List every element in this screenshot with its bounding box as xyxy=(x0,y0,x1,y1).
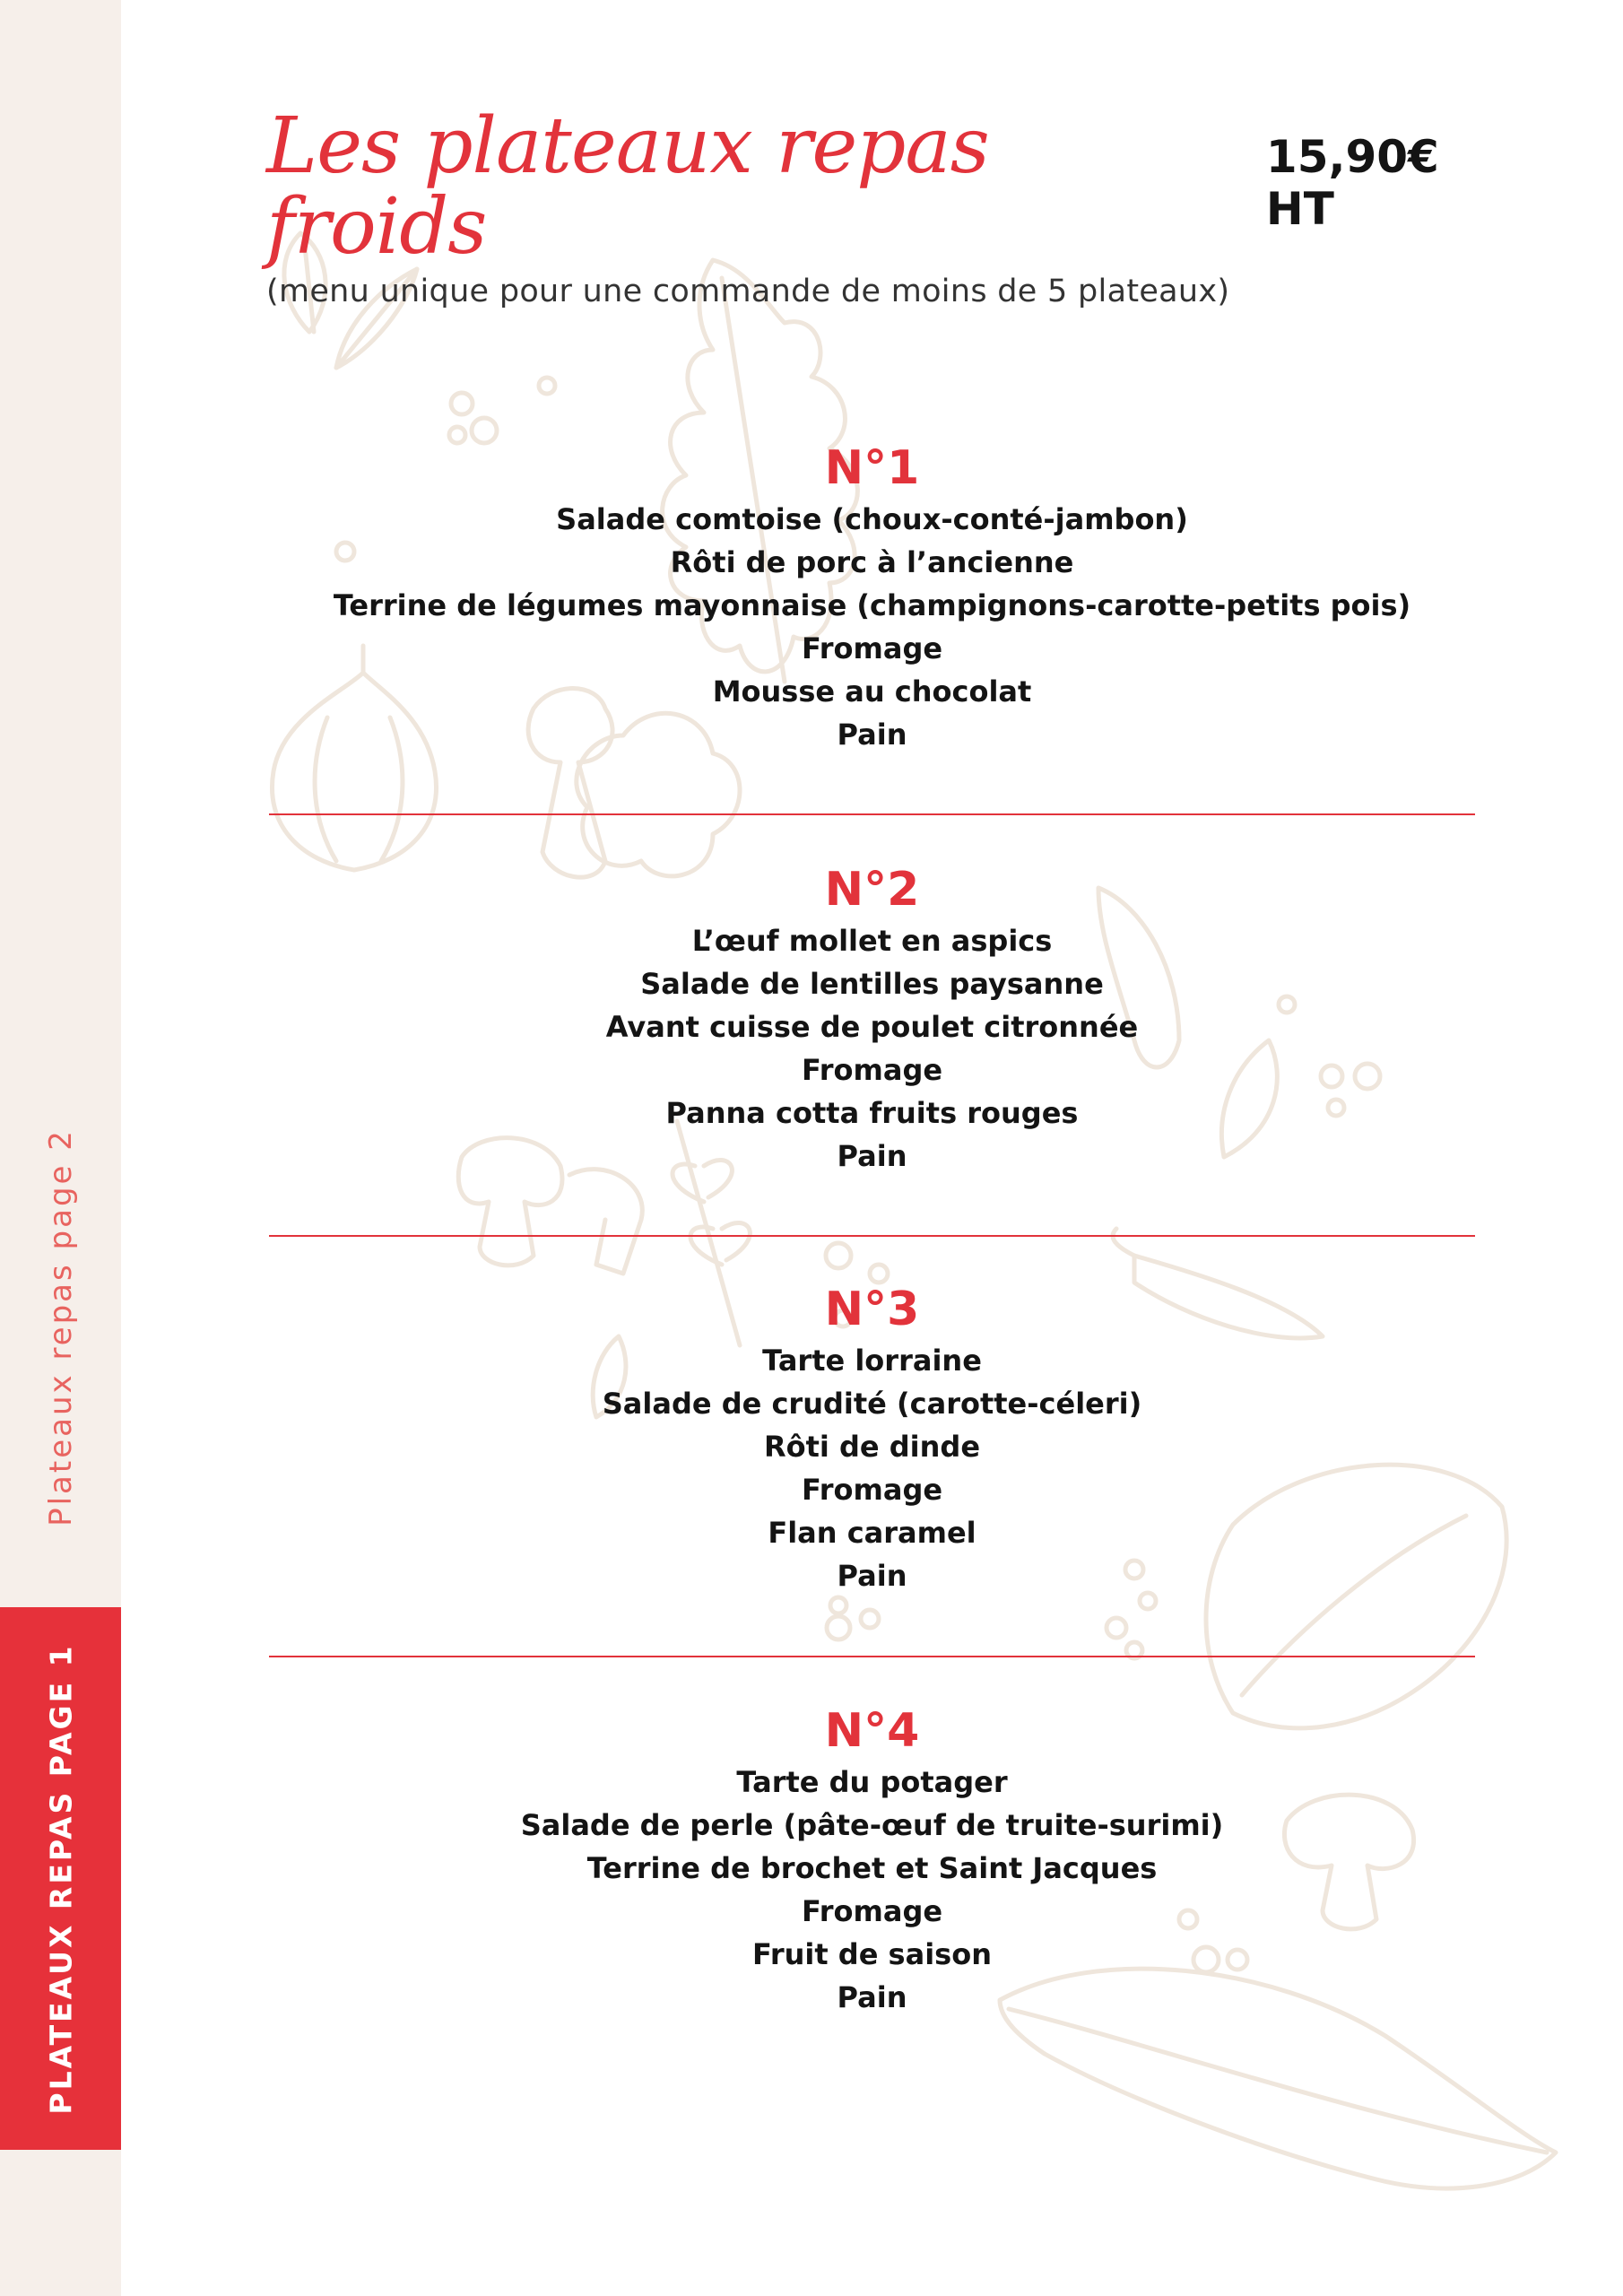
menu-item: Fruit de saison xyxy=(752,1937,992,1972)
page-title: Les plateaux repas froids xyxy=(266,101,989,273)
menu-item: Pain xyxy=(837,1139,907,1174)
menu-item: Panna cotta fruits rouges xyxy=(665,1096,1079,1131)
menu-section-3 xyxy=(269,1284,1475,1597)
tab-label: Plateaux repas page 2 xyxy=(42,1128,79,1526)
menu-item: Fromage xyxy=(801,631,943,666)
menu-item: Mousse au chocolat xyxy=(712,674,1032,709)
tab-label: PLATEAUX REPAS PAGE 1 xyxy=(43,1642,78,2115)
menu-item: Salade de lentilles paysanne xyxy=(640,967,1104,1002)
menu-item: Fromage xyxy=(801,1473,943,1508)
menu-item: Pain xyxy=(837,718,907,752)
tab-plateaux-repas-page-1[interactable] xyxy=(0,1607,121,2150)
menu-item: Salade de crudité (carotte-céleri) xyxy=(602,1387,1142,1422)
menu-item: Salade comtoise (choux-conté-jambon) xyxy=(556,502,1188,537)
menu-item: Rôti de dinde xyxy=(763,1430,981,1465)
menu-item: L’œuf mollet en aspics xyxy=(691,924,1053,959)
menu-item: Pain xyxy=(837,1559,907,1594)
menu-item: Salade de perle (pâte-œuf de truite-surimi) xyxy=(520,1808,1224,1843)
page-subtitle: (menu unique pour une commande de moins de 5 plateaux) xyxy=(266,273,1230,309)
menu-number: N°3 xyxy=(824,1283,920,1336)
price-label: 15,90€ HT xyxy=(1265,131,1439,235)
menu-item: Avant cuisse de poulet citronnée xyxy=(605,1010,1139,1045)
menu-item: Rôti de porc à l’ancienne xyxy=(670,545,1074,580)
title-row xyxy=(266,101,1522,273)
menu-section-1 xyxy=(269,443,1475,756)
menu-item: Pain xyxy=(837,1980,907,2015)
menu-number: N°2 xyxy=(824,863,920,917)
menu-number: N°4 xyxy=(824,1704,920,1758)
menu-number: N°1 xyxy=(824,441,920,495)
menu-item: Flan caramel xyxy=(768,1516,976,1551)
menu-item: Tarte du potager xyxy=(736,1765,1008,1800)
menu-section-4 xyxy=(269,1706,1475,2019)
menu-section-2 xyxy=(269,865,1475,1178)
menu-item: Terrine de légumes mayonnaise (champignons-carotte-petits pois) xyxy=(333,588,1411,623)
menu-item: Terrine de brochet et Saint Jacques xyxy=(586,1851,1158,1886)
section-divider xyxy=(269,813,1475,815)
tab-plateaux-repas-page-2[interactable] xyxy=(0,1094,121,1561)
menu-item: Fromage xyxy=(801,1053,943,1088)
section-divider xyxy=(269,1656,1475,1657)
section-divider xyxy=(269,1235,1475,1237)
menu-item: Fromage xyxy=(801,1894,943,1929)
sidebar xyxy=(0,0,121,2296)
page-header xyxy=(266,101,1522,309)
menu-item: Tarte lorraine xyxy=(762,1344,982,1378)
